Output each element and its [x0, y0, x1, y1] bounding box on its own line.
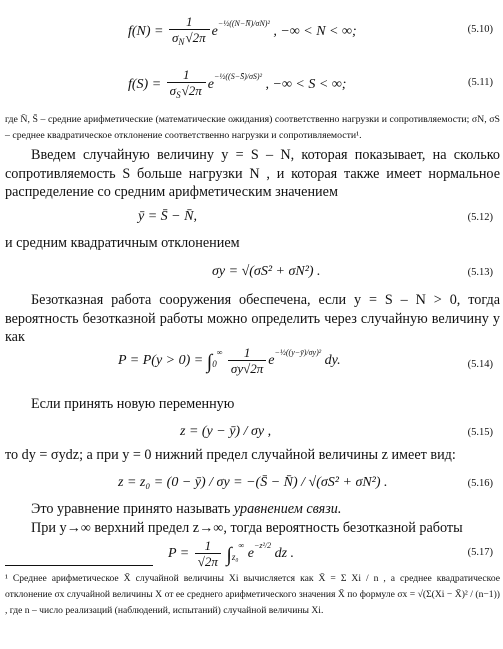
equation-5-11 [0, 61, 503, 105]
equation-number: (5.14) [467, 359, 493, 370]
equation-5-10-formula: f(N) = $\frac{1}{\sigma_N√2\pi}$ $e^{-\frac{1}{2}((N-N̄)/\sigma N)^2}$ , −∞ < N < ∞; [128, 14, 357, 47]
equation-5-14 [0, 331, 503, 391]
equation-number: (5.11) [468, 77, 493, 88]
equation-number: (5.13) [467, 267, 493, 278]
footnote-divider [5, 565, 153, 566]
paragraph-6: Это уравнение принято называть уравнением связи. [31, 501, 342, 517]
paragraph-2: и средним квадратичным отклонением [5, 235, 240, 251]
paragraph-4: Если принять новую переменную [31, 396, 235, 412]
equation-5-10 [0, 8, 503, 52]
paragraph-7: При y→∞ верхний предел z→∞, тогда вероятность безотказной работы [31, 520, 463, 536]
equation-5-11-formula: f(S) = $\frac{1}{\sigma_S√2\pi}$ $e^{-\frac{1}{2}((S-S̄)/\sigma S)^2}$ , −∞ < S < ∞; [128, 67, 347, 100]
equation-number: (5.10) [467, 24, 493, 35]
equation-5-17-formula: P = $\frac{1}{√2\pi}$ $\int_{z_0}^\infty$ $e^{-z^2/2}$ dz . [168, 538, 295, 569]
footnote: ¹ Среднее арифметическое X̄ случайной величины Xi вычисляется как X̄ = Σ Xi / n , а среднее квадратическое отклонение σx случайной величины X от ее среднего арифметического значения X̄ по формуле σx = √(Σ(Xi − X̄)² / (n−1)) , где n – число реализаций (наблюдений, испытаний) случайной величины Xi. [5, 573, 500, 616]
equation-5-15: z = (y − ȳ) / σy , (5.15) [180, 424, 493, 439]
equation-5-13: σy = √(σS² + σN²) . (5.13) [212, 264, 493, 279]
equation-number: (5.15) [467, 427, 493, 438]
paragraph-3: Безотказная работа сооружения обеспечена, если y = S – N > 0, тогда вероятность безотказной работы можно определить через случайную величину y как [5, 292, 500, 345]
equation-5-12: ȳ = S̄ − N̄, (5.12) [138, 209, 493, 224]
equation-5-14-formula: $P = P(y > 0) = \int_0^\infty$ $\frac{1}{\sigma y√2\pi}$ $e^{-\frac{1}{2}((y-ȳ)/\sigma y)^2}$ dy. [118, 345, 341, 376]
equation-number: (5.17) [467, 547, 493, 558]
equation-number: (5.16) [467, 478, 493, 489]
paragraph-1: Введем случайную величину y = S – N, которая показывает, на сколько сопротивляемость S больше нагрузки N , и которая также имеет нормальное распределение со средним арифметическим значением [5, 147, 500, 200]
where-paragraph: где N̄, S̄ – средние арифметические (математические ожидания) соответственно нагрузки и сопротивляемости; σN, σS – среднее квадратическое отклонение соответственно нагрузки и сопротивляемости¹. [5, 114, 500, 141]
paragraph-5: то dy = σydz; а при y = 0 нижний предел случайной величины z имеет вид: [5, 447, 456, 463]
equation-number: (5.12) [467, 212, 493, 223]
equation-5-16: z = z₀ = (0 − ȳ) / σy = −(S̄ − N̄) / √(σS² + σN²) . (5.16) [118, 475, 493, 490]
